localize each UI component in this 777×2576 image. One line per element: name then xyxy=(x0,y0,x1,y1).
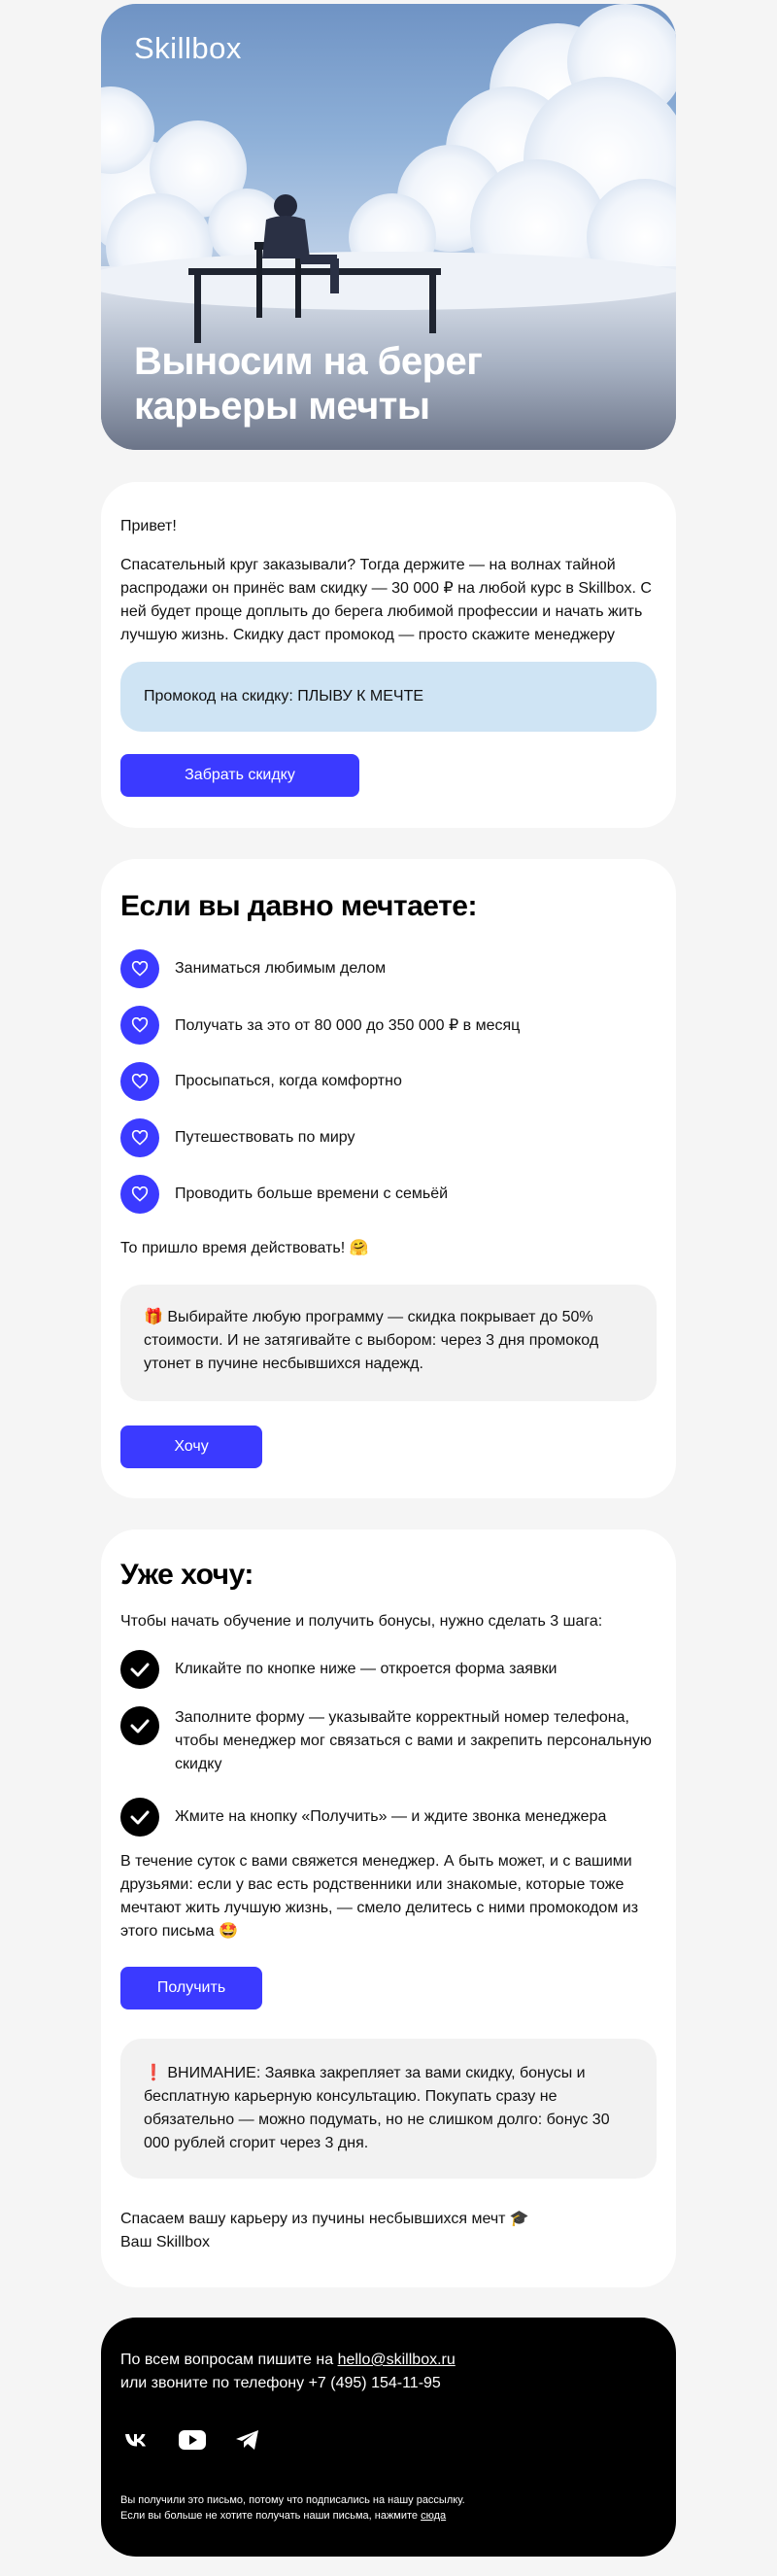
check-icon xyxy=(120,1706,159,1745)
hero-banner xyxy=(101,4,676,450)
heart-icon xyxy=(120,1118,159,1157)
legal-line: Вы получили это письмо, потому что подписались на нашу рассылку. xyxy=(120,2494,465,2506)
signoff-signature: Ваш Skillbox xyxy=(120,2234,210,2250)
intro-body-text: Спасательный круг заказывали? Тогда держите — на волнах тайной распродажи он принёс вам скидку — 30 000 ₽ на любой курс в Skillbox. С ней будет проще доплыть до берега любимой профессии и начать жить лучшую жизнь. Скидку даст промокод — просто скажите менеджеру xyxy=(120,557,652,643)
list-item-label: Заниматься любимым делом xyxy=(175,960,387,977)
heart-icon xyxy=(120,1062,159,1101)
footer xyxy=(101,2318,676,2557)
step-item xyxy=(120,1798,657,1837)
list-item xyxy=(120,1175,448,1214)
step-text: Кликайте по кнопке ниже — откроется форма заявки xyxy=(175,1661,557,1677)
youtube-icon[interactable] xyxy=(179,2430,206,2455)
step-text: Жмите на кнопку «Получить» — и ждите звонка менеджера xyxy=(175,1808,607,1825)
email-link[interactable]: hello@skillbox.ru xyxy=(337,2352,456,2368)
steps-card xyxy=(101,1529,676,2287)
legal-text xyxy=(120,2492,465,2524)
phone-line: или звоните по телефону +7 (495) 154-11-95 xyxy=(120,2375,441,2391)
greeting-text: Привет! xyxy=(120,518,177,534)
promo-code-box xyxy=(120,662,657,732)
check-icon xyxy=(120,1650,159,1689)
contact-prefix: По всем вопросам пишите на xyxy=(120,2352,338,2368)
signoff-line: Спасаем вашу карьеру из пучины несбывшихся мечт 🎓 xyxy=(120,2211,529,2227)
unsubscribe-line xyxy=(120,2508,465,2524)
warning-box xyxy=(120,2039,657,2179)
footer-contacts xyxy=(120,2349,456,2395)
intro-card xyxy=(101,482,676,828)
step-item xyxy=(120,1706,657,1776)
get-discount-button[interactable]: Забрать скидку xyxy=(120,754,359,797)
list-item-label: Просыпаться, когда комфортно xyxy=(175,1073,402,1089)
hero-headline: Выносим на берег карьеры мечты xyxy=(134,340,483,428)
time-to-act-text: То пришло время действовать! 🤗 xyxy=(120,1240,369,1256)
steps-title: Уже хочу: xyxy=(120,1559,253,1591)
manager-note-text: В течение суток с вами свяжется менеджер. А быть может, и с вашими друзьями: если у вас есть родственники или знакомые, которые тоже мечтают жить лучшую жизнь, — смело делитесь с ними промокодом из этого письма 🤩 xyxy=(120,1853,639,1940)
list-item-label: Путешествовать по миру xyxy=(175,1129,355,1146)
list-item-label: Проводить больше времени с семьёй xyxy=(175,1185,449,1202)
list-item xyxy=(120,1062,402,1101)
step-text: Заполните форму — указывайте корректный номер телефона, чтобы менеджер мог связаться с вами и закрепить персональную скидку xyxy=(175,1709,652,1772)
offer-box xyxy=(120,1285,657,1401)
warning-text: ❗ ВНИМАНИЕ: Заявка закрепляет за вами скидку, бонусы и бесплатную карьерную консультацию. Покупать сразу не обязательно — можно подумать, но не слишком долго: бонус 30 000 рублей сгорит через 3 дня. xyxy=(144,2065,610,2151)
offer-text: 🎁 Выбирайте любую программу — скидка покрывает до 50% стоимости. И не затягивайте с выбором: через 3 дня промокод утонет в пучине несбывшихся надежд. xyxy=(144,1309,599,1372)
heart-icon xyxy=(120,1175,159,1214)
get-button[interactable]: Получить xyxy=(120,1967,262,2009)
step-item xyxy=(120,1650,657,1689)
check-icon xyxy=(120,1798,159,1837)
dreams-title: Если вы давно мечтаете: xyxy=(120,890,477,922)
list-item xyxy=(120,1118,355,1157)
legal-prefix: Если вы больше не хотите получать наши письма, нажмите xyxy=(120,2510,422,2522)
list-item-label: Получать за это от 80 000 до 350 000 ₽ в месяц xyxy=(175,1017,521,1034)
steps-intro-text: Чтобы начать обучение и получить бонусы, нужно сделать 3 шага: xyxy=(120,1613,603,1630)
list-item xyxy=(120,1006,520,1045)
contact-line xyxy=(120,2349,456,2372)
heart-icon xyxy=(120,949,159,988)
dreams-card xyxy=(101,859,676,1498)
vk-icon[interactable] xyxy=(124,2432,148,2453)
want-button[interactable]: Хочу xyxy=(120,1425,262,1468)
unsubscribe-link[interactable]: сюда xyxy=(421,2510,447,2522)
promo-code-text: Промокод на скидку: ПЛЫВУ К МЕЧТЕ xyxy=(144,688,424,704)
heart-icon xyxy=(120,1006,159,1045)
signoff xyxy=(120,2208,529,2254)
skillbox-logo[interactable]: Skillbox xyxy=(134,31,242,65)
list-item xyxy=(120,949,386,988)
telegram-icon[interactable] xyxy=(235,2429,260,2456)
